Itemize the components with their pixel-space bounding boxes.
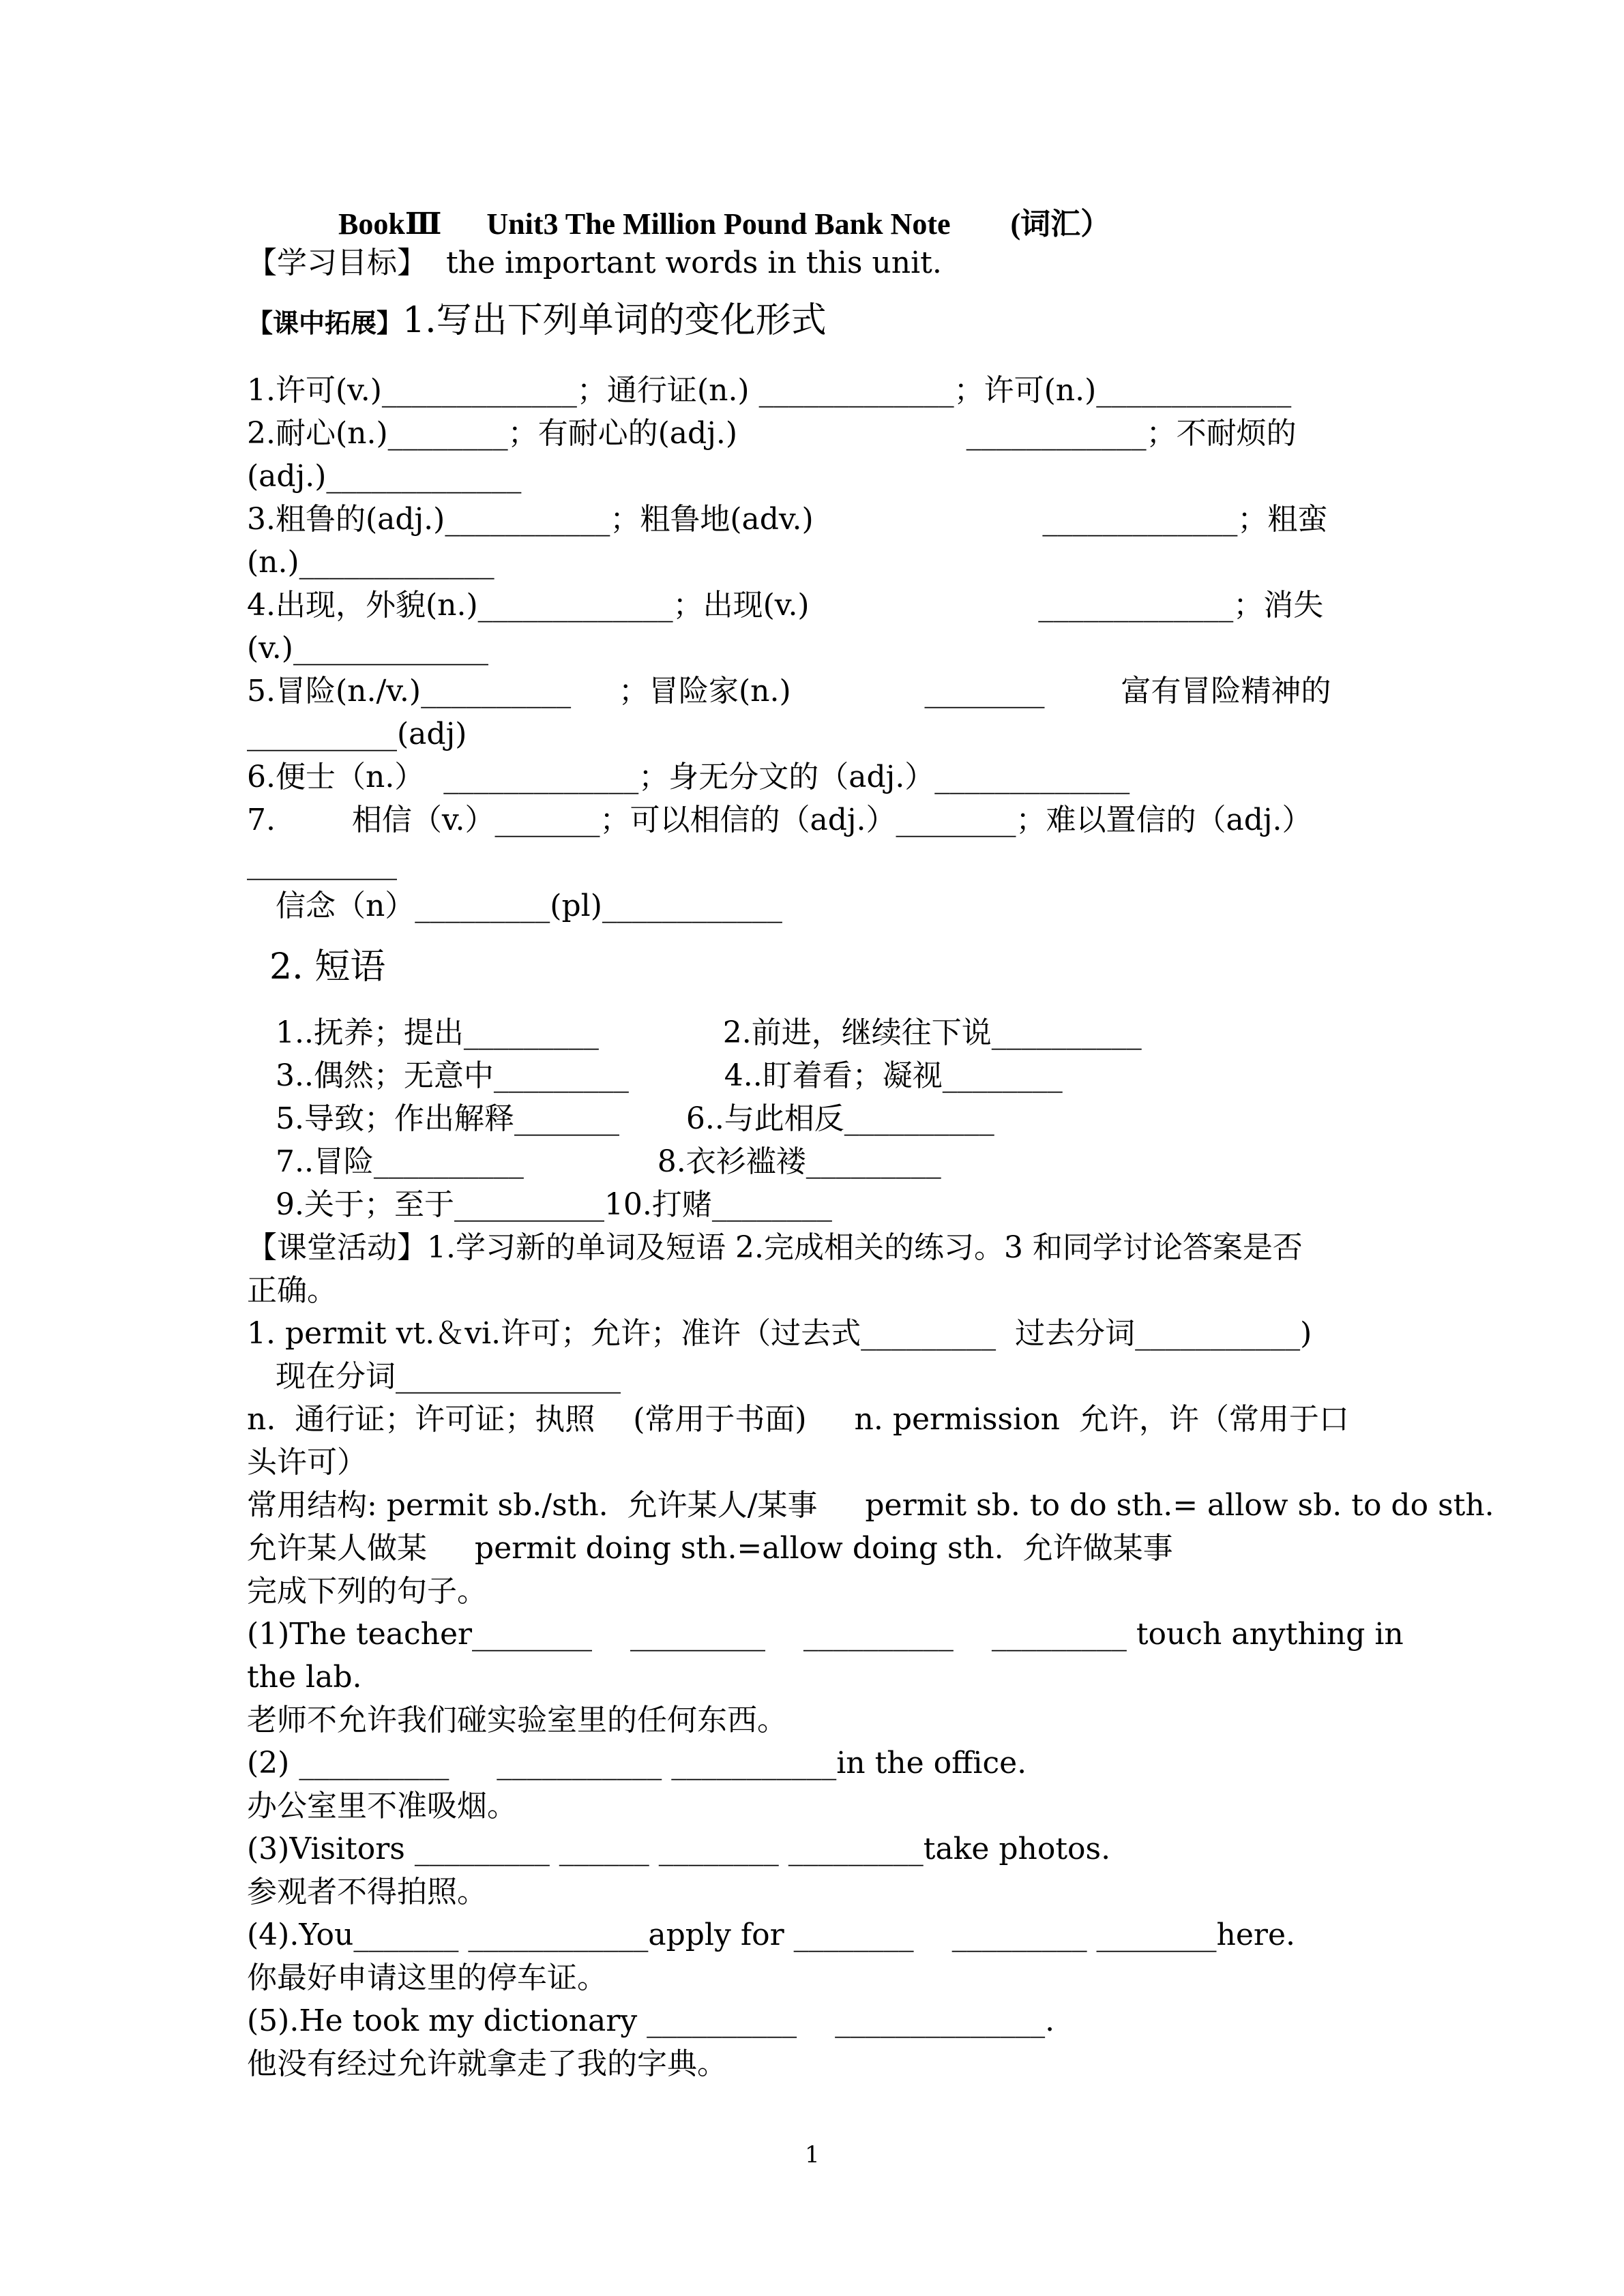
permit-line: 现在分词_______________ — [247, 1359, 621, 1394]
permit-line: (2) __________ ___________ ___________in the office. — [247, 1746, 1027, 1780]
page-number: 1 — [805, 2141, 820, 2168]
permit-line: n. 通行证；许可证；执照 (常用于书面) n. permission 允许，许（常用于口 — [247, 1402, 1349, 1437]
permit-line: (4).You_______ ____________apply for ________ _________ ________here. — [247, 1918, 1295, 1952]
activity-line: 【课堂活动】1.学习新的单词及短语 2.完成相关的练习。3 和同学讨论答案是否 — [247, 1230, 1303, 1265]
phrase-line: 5.导致；作出解释_______ 6..与此相反__________ — [247, 1101, 994, 1136]
phrase-line: 3..偶然；无意中_________ 4..盯着看；凝视________ — [247, 1058, 1063, 1093]
permit-line: 老师不允许我们碰实验室里的任何东西。 — [247, 1703, 787, 1738]
permit-line: 头许可） — [247, 1445, 367, 1480]
permit-line: 参观者不得拍照。 — [247, 1875, 487, 1909]
phrase-line: 7..冒险__________ 8.衣衫褴褛_________ — [247, 1144, 941, 1179]
goal-text: the important words in this unit. — [427, 245, 942, 280]
expand-tag: 【课中拓展】 — [247, 308, 403, 338]
phrase-line: 9.关于；至于__________10.打赌________ — [247, 1187, 832, 1222]
permit-line: 完成下列的句子。 — [247, 1574, 487, 1609]
permit-line: (5).He took my dictionary __________ ______________. — [247, 2003, 1055, 2038]
word-form-line: 4.出现，外貌(n.)_____________；出现(v.) _____________；消失 — [247, 588, 1324, 623]
permit-line: 他没有经过允许就拿走了我的字典。 — [247, 2046, 727, 2081]
phrase-line: 1..抚养；提出_________ 2.前进，继续往下说__________ — [247, 1015, 1142, 1050]
page-title: BookⅢ Unit3 The Million Pound Bank Note (词汇） — [338, 207, 1111, 241]
activity-line: 正确。 — [247, 1273, 337, 1308]
permit-line: 你最好申请这里的停车证。 — [247, 1960, 607, 1995]
permit-line: (3)Visitors _________ ______ ________ _________take photos. — [247, 1832, 1111, 1866]
word-form-line: __________(adj) — [247, 717, 467, 751]
permit-line: (1)The teacher________ _________ __________ _________ touch anything in — [247, 1617, 1404, 1652]
permit-line: 办公室里不准吸烟。 — [247, 1789, 517, 1823]
permit-line: 常用结构: permit sb./sth. 允许某人/某事 permit sb. to do sth.= allow sb. to do sth. — [247, 1488, 1494, 1523]
word-form-line: 2.耐心(n.)________；有耐心的(adj.) ____________；不耐烦的 — [247, 416, 1297, 451]
permit-line: 1. permit vt.＆vi.许可；允许；准许（过去式_________ 过去分词___________) — [247, 1316, 1312, 1351]
word-form-line: (adj.)_____________ — [247, 459, 522, 494]
word-form-line: 3.粗鲁的(adj.)___________；粗鲁地(adv.) _____________；粗蛮 — [247, 502, 1328, 537]
phrases-heading: 2. 短语 — [247, 946, 386, 987]
expand-heading — [247, 300, 827, 344]
expand-text: 1.写出下列单词的变化形式 — [402, 300, 827, 341]
word-form-line: (n.)_____________ — [247, 545, 494, 580]
word-form-line: 5.冒险(n./v.)__________ ；冒险家(n.) ________ 富有冒险精神的 — [247, 674, 1331, 709]
goal-tag: 【学习目标】 — [247, 245, 427, 280]
learning-goal — [247, 243, 942, 284]
word-form-line: __________ — [247, 846, 397, 880]
word-form-line: 7. 相信（v.）_______；可以相信的（adj.）________；难以置信的（adj.） — [247, 803, 1312, 837]
permit-line: 允许某人做某 permit doing sth.=allow doing sth. 允许做某事 — [247, 1531, 1173, 1566]
word-form-line: 1.许可(v.)_____________；通行证(n.) _____________；许可(n.)_____________ — [247, 373, 1292, 408]
permit-line: the lab. — [247, 1660, 362, 1695]
word-form-line: (v.)_____________ — [247, 631, 488, 666]
word-form-line: 信念（n）_________(pl)____________ — [247, 889, 782, 923]
word-form-line: 6.便士（n.） _____________；身无分文的（adj.）_____________ — [247, 760, 1130, 794]
